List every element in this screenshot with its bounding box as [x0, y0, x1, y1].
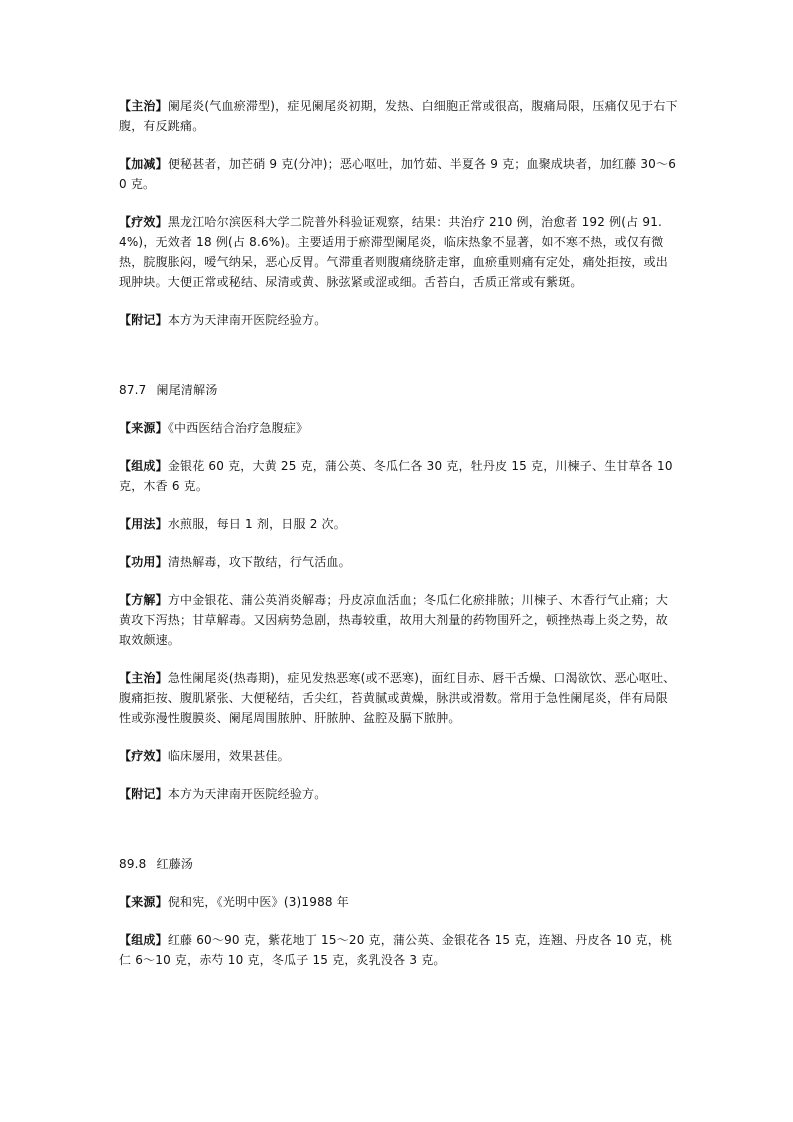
entry-text: 急性阑尾炎(热毒期)，症见发热恶寒(或不恶寒)，面红目赤、唇干舌燥、口渴欲饮、恶心呕吐、腹痛拒按、腹肌紧张、大便秘结，舌尖红，苔黄腻或黄燥，脉洪或滑数。常用于急性阑尾炎，伴有局限性或弥漫性腹膜炎、阑尾周围脓肿、肝脓肿、盆腔及膈下脓肿。 — [119, 671, 676, 725]
entry-text: 方中金银花、蒲公英消炎解毒；丹皮凉血活血；冬瓜仁化瘀排脓；川楝子、木香行气止痛；大黄攻下泻热；甘草解毒。又因病势急剧，热毒较重，故用大剂量的药物围歼之，顿挫热毒上炎之势，故取效颇速。 — [119, 593, 669, 647]
entry-label: 【加减】 — [119, 157, 168, 171]
entry-text: 本方为天津南开医院经验方。 — [167, 787, 327, 801]
entry-text: 红藤 60～90 克，紫花地丁 15～20 克，蒲公英、金银花各 15 克，连翘、丹皮各 10 克，桃仁 6～10 克，赤芍 10 克，冬瓜子 15 克，炙乳没各 3 克。 — [119, 933, 673, 967]
entry-text: 《中西医结合治疗急腹症》 — [167, 421, 309, 435]
section-heading — [119, 380, 679, 400]
entry-text: 本方为天津南开医院经验方。 — [167, 313, 327, 327]
entry-label: 【组成】 — [119, 933, 168, 947]
entry-label: 【主治】 — [119, 99, 168, 113]
entry-label: 【附记】 — [119, 313, 168, 327]
entry-paragraph — [119, 456, 679, 496]
entry-text: 金银花 60 克，大黄 25 克，蒲公英、冬瓜仁各 30 克，牡丹皮 15 克，川楝子、生甘草各 10 克，木香 6 克。 — [119, 459, 673, 493]
entry-text: 临床屡用，效果甚佳。 — [167, 749, 290, 763]
section-title: 红藤汤 — [156, 857, 194, 871]
entry-text: 便秘甚者，加芒硝 9 克(分冲)；恶心呕吐，加竹茹、半夏各 9 克；血聚成块者，加红藤 30～60 克。 — [119, 157, 677, 191]
entry-paragraph — [119, 552, 679, 572]
entry-text: 清热解毒，攻下散结，行气活血。 — [167, 555, 351, 569]
entry-text: 阑尾炎(气血瘀滞型)，症见阑尾炎初期，发热、白细胞正常或很高，腹痛局限，压痛仅见于右下腹，有反跳痛。 — [119, 99, 678, 133]
section-number: 87.7 — [119, 383, 147, 397]
entry-paragraph — [119, 930, 679, 970]
entry-paragraph — [119, 514, 679, 534]
entry-paragraph — [119, 96, 679, 136]
entry-text: 倪和宪，《光明中医》(3)1988 年 — [167, 895, 349, 909]
entry-paragraph — [119, 746, 679, 766]
entry-label: 【功用】 — [119, 555, 168, 569]
entry-paragraph — [119, 310, 679, 330]
section-number: 89.8 — [119, 857, 147, 871]
document-body — [119, 96, 679, 988]
entry-text: 水煎服，每日 1 剂，日服 2 次。 — [167, 517, 346, 531]
entry-label: 【来源】 — [119, 421, 168, 435]
entry-paragraph — [119, 668, 679, 728]
entry-paragraph — [119, 212, 679, 292]
entry-label: 【方解】 — [119, 593, 168, 607]
entry-paragraph — [119, 590, 679, 650]
entry-label: 【主治】 — [119, 671, 168, 685]
section-title: 阑尾清解汤 — [156, 383, 218, 397]
entry-paragraph — [119, 784, 679, 804]
entry-label: 【疗效】 — [119, 215, 168, 229]
entry-label: 【附记】 — [119, 787, 168, 801]
entry-label: 【疗效】 — [119, 749, 168, 763]
entry-paragraph — [119, 418, 679, 438]
entry-paragraph — [119, 892, 679, 912]
entry-label: 【来源】 — [119, 895, 168, 909]
section-heading — [119, 854, 679, 874]
entry-paragraph — [119, 154, 679, 194]
entry-label: 【组成】 — [119, 459, 168, 473]
entry-text: 黑龙江哈尔滨医科大学二院普外科验证观察，结果：共治疗 210 例，治愈者 192 例(占 91.4%)，无效者 18 例(占 8.6%)。主要适用于瘀滞型阑尾炎，临床热象不显著，如不寒不热，或仅有微热，脘腹胀闷，嗳气纳呆，恶心反胃。气滞重者则腹痛绕脐走窜，血瘀重则痛有定处，痛处拒按，或出现肿块。大便正常或秘结、尿清或黄、脉弦紧或涩或细。舌苔白，舌质正常或有紫斑。 — [119, 215, 669, 289]
entry-label: 【用法】 — [119, 517, 168, 531]
